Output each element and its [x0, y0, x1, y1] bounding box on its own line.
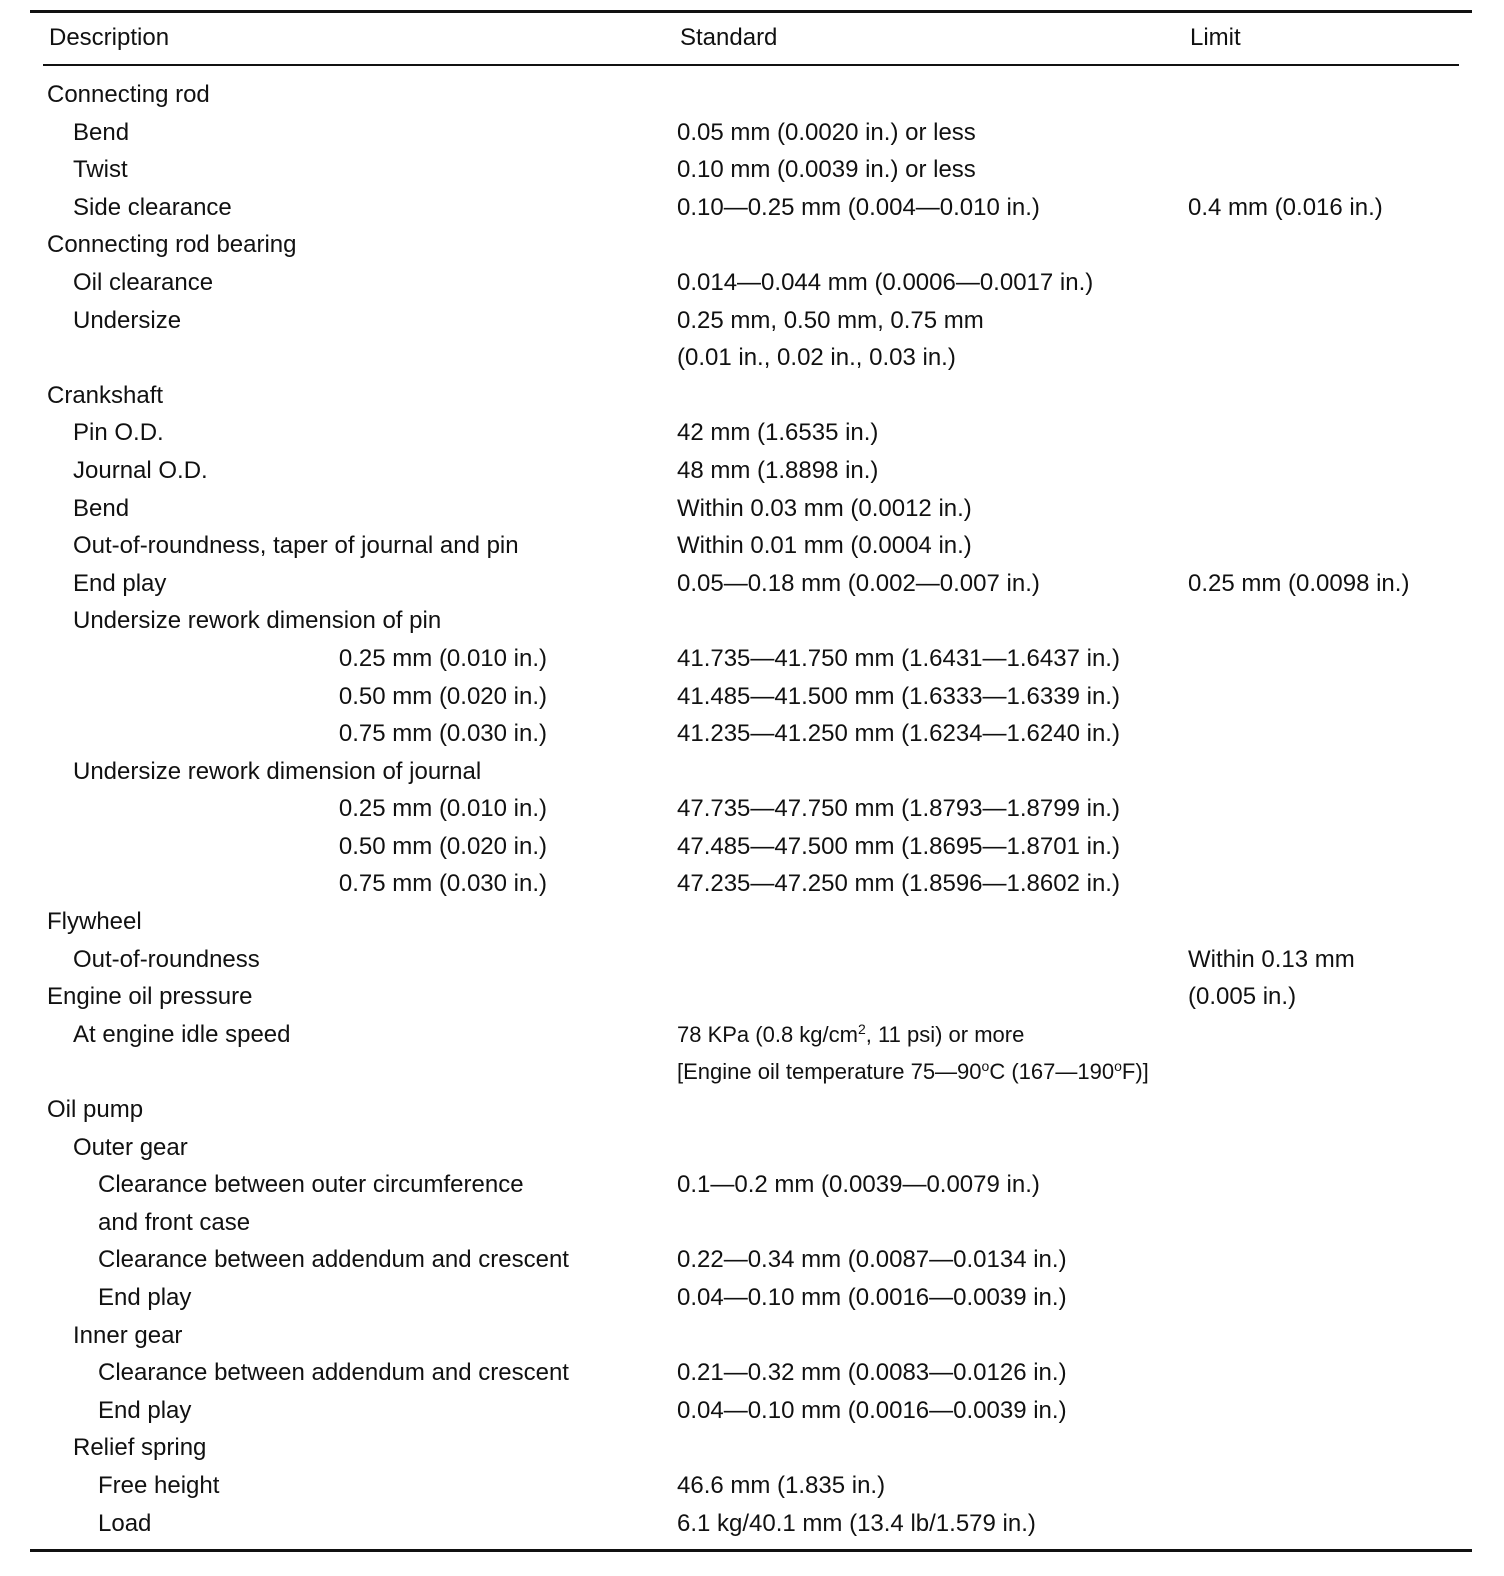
row-label: Undersize rework dimension of pin — [73, 607, 442, 635]
table-row — [0, 903, 1504, 941]
row-label: Bend — [73, 494, 130, 522]
row-label: Relief spring — [73, 1434, 207, 1462]
row-label: Undersize rework dimension of journal — [73, 757, 482, 785]
row-standard: 0.1—0.2 mm (0.0039—0.0079 in.) — [677, 1171, 1040, 1199]
section-connecting-rod-bearing: Connecting rod bearing — [47, 231, 297, 259]
row-standard-line — [677, 1059, 1149, 1084]
text-fragment: , 11 psi) or more — [865, 1021, 1025, 1047]
table-row — [0, 941, 1504, 979]
table-row — [0, 1129, 1504, 1167]
row-standard: 0.10 mm (0.0039 in.) or less — [677, 156, 976, 184]
table-row — [0, 414, 1504, 452]
section-oil-pump: Oil pump — [47, 1096, 144, 1124]
header-description: Description — [49, 24, 170, 51]
table-row — [0, 978, 1504, 1016]
table-row — [0, 377, 1504, 415]
row-standard: 0.22—0.34 mm (0.0087—0.0134 in.) — [677, 1246, 1067, 1274]
row-limit: Within 0.13 mm — [1188, 945, 1355, 973]
row-standard: 0.10—0.25 mm (0.004—0.010 in.) — [677, 193, 1040, 221]
row-label: Out-of-roundness — [73, 945, 260, 973]
table-row — [0, 1317, 1504, 1355]
row-standard: 0.04—0.10 mm (0.0016—0.0039 in.) — [677, 1284, 1067, 1311]
superscript: o — [1114, 1058, 1122, 1075]
row-label: End play — [98, 1284, 192, 1311]
superscript: 2 — [857, 1020, 866, 1037]
row-standard: 47.735—47.750 mm (1.8793—1.8799 in.) — [677, 795, 1120, 823]
row-label: Side clearance — [73, 193, 232, 221]
table-row — [0, 1354, 1504, 1392]
table-row — [0, 565, 1504, 603]
row-label: and front case — [98, 1208, 251, 1236]
table-row — [0, 264, 1504, 302]
row-standard: 0.05—0.18 mm (0.002—0.007 in.) — [677, 569, 1040, 597]
row-label: Pin O.D. — [73, 419, 164, 447]
row-label: Undersize — [73, 306, 182, 334]
row-label: Out-of-roundness, taper of journal and pin — [73, 532, 519, 560]
row-label: Free height — [98, 1471, 220, 1499]
table-row — [0, 678, 1504, 716]
row-label: Outer gear — [73, 1133, 188, 1161]
table-row — [0, 640, 1504, 678]
table-row — [0, 1392, 1504, 1430]
row-label: 0.25 mm (0.010 in.) — [338, 795, 547, 823]
row-standard: 41.735—41.750 mm (1.6431—1.6437 in.) — [677, 644, 1120, 672]
row-standard: Within 0.03 mm (0.0012 in.) — [677, 494, 972, 522]
table-row — [0, 490, 1504, 528]
table-row — [0, 226, 1504, 264]
row-standard — [677, 302, 984, 377]
row-limit: 0.4 mm (0.016 in.) — [1188, 193, 1383, 221]
row-limit: (0.005 in.) — [1188, 983, 1297, 1011]
table-row — [0, 715, 1504, 753]
row-standard: 41.235—41.250 mm (1.6234—1.6240 in.) — [677, 720, 1120, 748]
table-row — [0, 1241, 1504, 1279]
table-row — [0, 1091, 1504, 1129]
row-label: End play — [73, 569, 167, 597]
section-engine-oil-pressure: Engine oil pressure — [47, 983, 253, 1011]
row-label: Inner gear — [73, 1321, 183, 1349]
row-standard: 0.04—0.10 mm (0.0016—0.0039 in.) — [677, 1396, 1067, 1424]
row-standard: 6.1 kg/40.1 mm (13.4 lb/1.579 in.) — [677, 1509, 1036, 1537]
table-row — [0, 602, 1504, 640]
row-standard: 46.6 mm (1.835 in.) — [677, 1471, 886, 1499]
text-fragment: F)] — [1121, 1059, 1149, 1085]
row-standard: 42 mm (1.6535 in.) — [677, 419, 879, 447]
row-label: 0.50 mm (0.020 in.) — [338, 682, 547, 710]
row-standard: 47.485—47.500 mm (1.8695—1.8701 in.) — [677, 832, 1120, 860]
row-label: Twist — [73, 156, 128, 184]
row-label: Oil clearance — [73, 268, 214, 296]
section-crankshaft: Crankshaft — [47, 381, 164, 409]
row-standard-line: 0.25 mm, 0.50 mm, 0.75 mm — [677, 306, 984, 334]
row-standard: 41.485—41.500 mm (1.6333—1.6339 in.) — [677, 682, 1120, 710]
row-standard-line — [677, 1022, 1024, 1047]
table-row — [0, 452, 1504, 490]
row-label: At engine idle speed — [73, 1020, 291, 1048]
table-row — [0, 1204, 1504, 1242]
text-fragment: [Engine oil temperature 75—90 — [677, 1059, 982, 1085]
row-standard: Within 0.01 mm (0.0004 in.) — [677, 532, 972, 560]
table-row — [0, 828, 1504, 866]
table-row — [0, 189, 1504, 227]
table-row — [0, 865, 1504, 903]
row-standard: 0.014—0.044 mm (0.0006—0.0017 in.) — [677, 268, 1094, 296]
table-row — [0, 790, 1504, 828]
table-row — [0, 76, 1504, 114]
row-label: Bend — [73, 118, 130, 146]
table-row — [0, 302, 1504, 377]
header-rule — [43, 64, 1459, 66]
row-standard-line: (0.01 in., 0.02 in., 0.03 in.) — [677, 344, 956, 372]
row-label: 0.75 mm (0.030 in.) — [338, 870, 547, 898]
text-fragment: 78 KPa (0.8 kg/cm — [677, 1021, 858, 1047]
row-standard: 48 mm (1.8898 in.) — [677, 456, 879, 484]
superscript: o — [981, 1058, 990, 1075]
row-standard: 47.235—47.250 mm (1.8596—1.8602 in.) — [677, 870, 1120, 898]
row-label: Clearance between addendum and crescent — [98, 1246, 569, 1274]
row-label: 0.25 mm (0.010 in.) — [338, 644, 547, 672]
row-standard: 0.05 mm (0.0020 in.) or less — [677, 118, 976, 146]
header-limit: Limit — [1190, 24, 1241, 51]
section-flywheel: Flywheel — [47, 908, 142, 936]
table-row — [0, 1467, 1504, 1505]
row-label: Clearance between outer circumference — [98, 1171, 524, 1199]
table-row — [0, 1429, 1504, 1467]
table-row — [0, 1279, 1504, 1317]
header-standard: Standard — [680, 24, 778, 51]
row-label: 0.75 mm (0.030 in.) — [338, 720, 547, 748]
row-standard: 0.21—0.32 mm (0.0083—0.0126 in.) — [677, 1359, 1067, 1387]
text-fragment: C (167—190 — [989, 1059, 1115, 1085]
table-row — [0, 114, 1504, 152]
row-label: End play — [98, 1396, 192, 1424]
table-row — [0, 1505, 1504, 1543]
table-row — [0, 1166, 1504, 1204]
row-standard — [677, 1016, 1149, 1091]
table-row — [0, 753, 1504, 791]
row-label: Load — [98, 1509, 152, 1537]
bottom-rule — [30, 1549, 1472, 1552]
row-label: Clearance between addendum and crescent — [98, 1359, 569, 1387]
top-rule — [30, 10, 1472, 13]
row-label: 0.50 mm (0.020 in.) — [338, 832, 547, 860]
row-limit: 0.25 mm (0.0098 in.) — [1188, 569, 1410, 597]
section-connecting-rod: Connecting rod — [47, 81, 210, 108]
spec-table-body — [0, 76, 1504, 1542]
table-row — [0, 527, 1504, 565]
row-label: Journal O.D. — [73, 456, 208, 484]
table-row — [0, 1016, 1504, 1091]
table-row — [0, 151, 1504, 189]
